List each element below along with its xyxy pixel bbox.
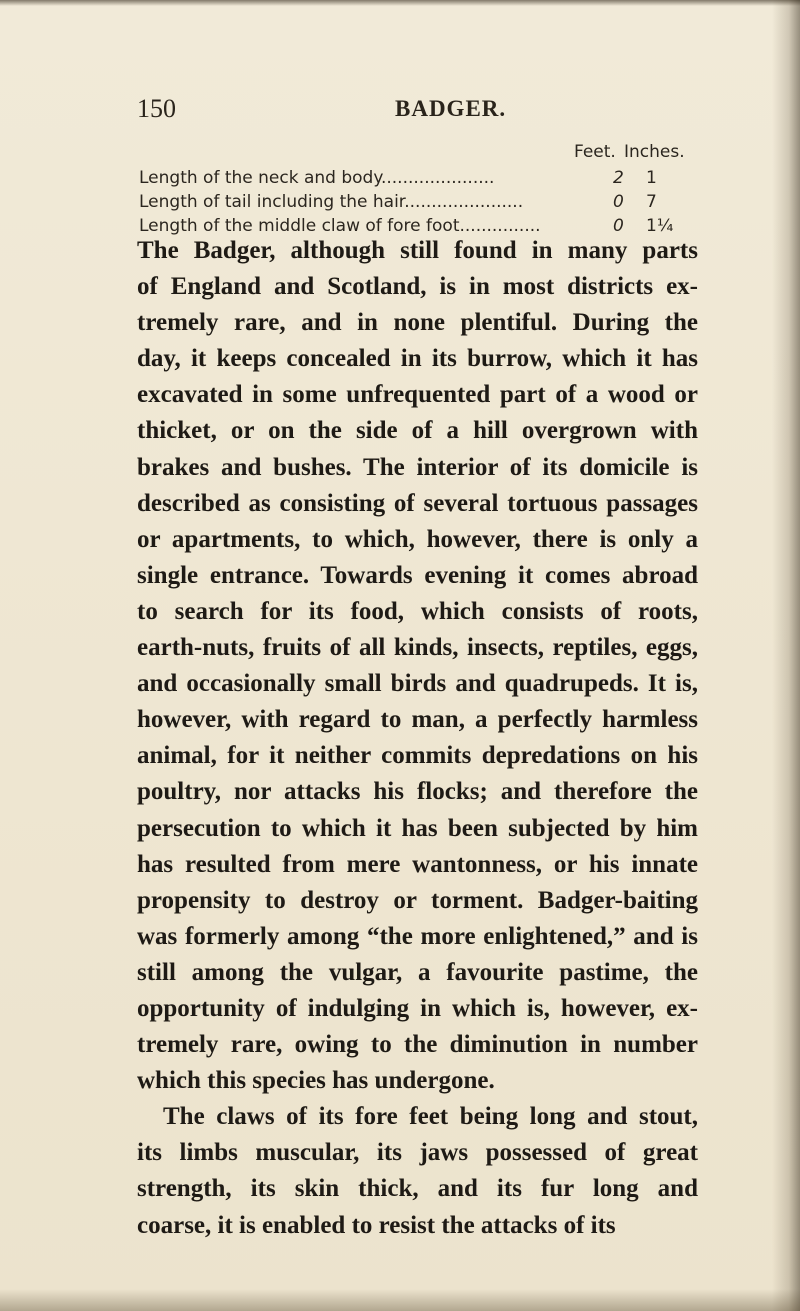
column-header-feet: Feet.	[574, 142, 616, 162]
text-line: described as consisting of several tortuous passages	[137, 489, 698, 517]
measurements-table	[139, 142, 685, 238]
measurement-feet: 2	[613, 168, 624, 188]
measurement-row	[139, 190, 669, 214]
text-line: The claws of its fore feet being long and stout,	[163, 1103, 698, 1131]
text-line: animal, for it neither commits depredations on his	[137, 742, 698, 770]
text-line: or apartments, to which, however, there is only a	[137, 525, 698, 553]
text-line: earth-nuts, fruits of all kinds, insects, reptiles, eggs,	[137, 634, 698, 662]
page-gutter-shadow	[772, 0, 800, 1311]
page-bottom-shadow	[0, 1289, 800, 1311]
text-line: tremely rare, and in none plentiful. During the	[137, 309, 698, 337]
measurements-header	[139, 142, 685, 166]
text-line: day, it keeps concealed in its burrow, which it has	[137, 345, 698, 373]
text-line: single entrance. Towards evening it comes abroad	[137, 561, 698, 589]
text-line: brakes and bushes. The interior of its domicile is	[137, 453, 698, 481]
text-line: excavated in some unfrequented part of a wood or	[137, 381, 698, 409]
text-line: tremely rare, owing to the diminution in number	[137, 1031, 698, 1059]
paragraph	[137, 1099, 698, 1243]
text-line: thicket, or on the side of a hill overgrown with	[137, 417, 698, 445]
text-line: of England and Scotland, is in most districts ex-	[137, 273, 698, 301]
text-line: to search for its food, which consists of roots,	[137, 597, 698, 625]
page-top-shadow	[0, 0, 800, 6]
page-number: 150	[137, 94, 176, 123]
measurement-label: Length of tail including the hair......................	[139, 192, 524, 212]
text-line: its limbs muscular, its jaws possessed of great	[137, 1139, 698, 1167]
page-header	[137, 94, 697, 134]
text-line: has resulted from mere wantonness, or his innate	[137, 850, 698, 878]
text-line: persecution to which it has been subjected by him	[137, 814, 698, 842]
text-line: was formerly among “the more enlightened,” and is	[137, 922, 698, 950]
text-line: still among the vulgar, a favourite pastime, the	[137, 958, 698, 986]
text-line: however, with regard to man, a perfectly harmless	[137, 706, 698, 734]
measurement-inches: 7	[646, 192, 657, 212]
text-line: The Badger, although still found in many parts	[137, 237, 698, 264]
measurement-label: Length of the neck and body.....................	[139, 168, 495, 188]
text-line: strength, its skin thick, and its fur long and	[137, 1175, 698, 1203]
column-header-inches: Inches.	[624, 142, 685, 162]
measurement-inches: 1	[646, 168, 657, 188]
text-line: propensity to destroy or torment. Badger-baiting	[137, 886, 698, 914]
text-line: which this species has undergone.	[137, 1067, 495, 1095]
text-line: opportunity of indulging in which is, however, ex-	[137, 994, 698, 1022]
text-line: poultry, nor attacks his flocks; and therefore the	[137, 778, 698, 806]
text-line: coarse, it is enabled to resist the attacks of its	[137, 1211, 616, 1239]
text-line: and occasionally small birds and quadrupeds. It is,	[137, 670, 698, 698]
measurement-feet: 0	[613, 192, 624, 212]
measurement-feet: 0	[613, 216, 624, 236]
body-text	[137, 233, 698, 1244]
paragraph	[137, 233, 698, 1099]
measurement-inches: 1¼	[646, 216, 674, 236]
measurement-label: Length of the middle claw of fore foot...............	[139, 216, 541, 236]
measurement-row	[139, 166, 669, 190]
running-head: BADGER.	[395, 96, 507, 121]
